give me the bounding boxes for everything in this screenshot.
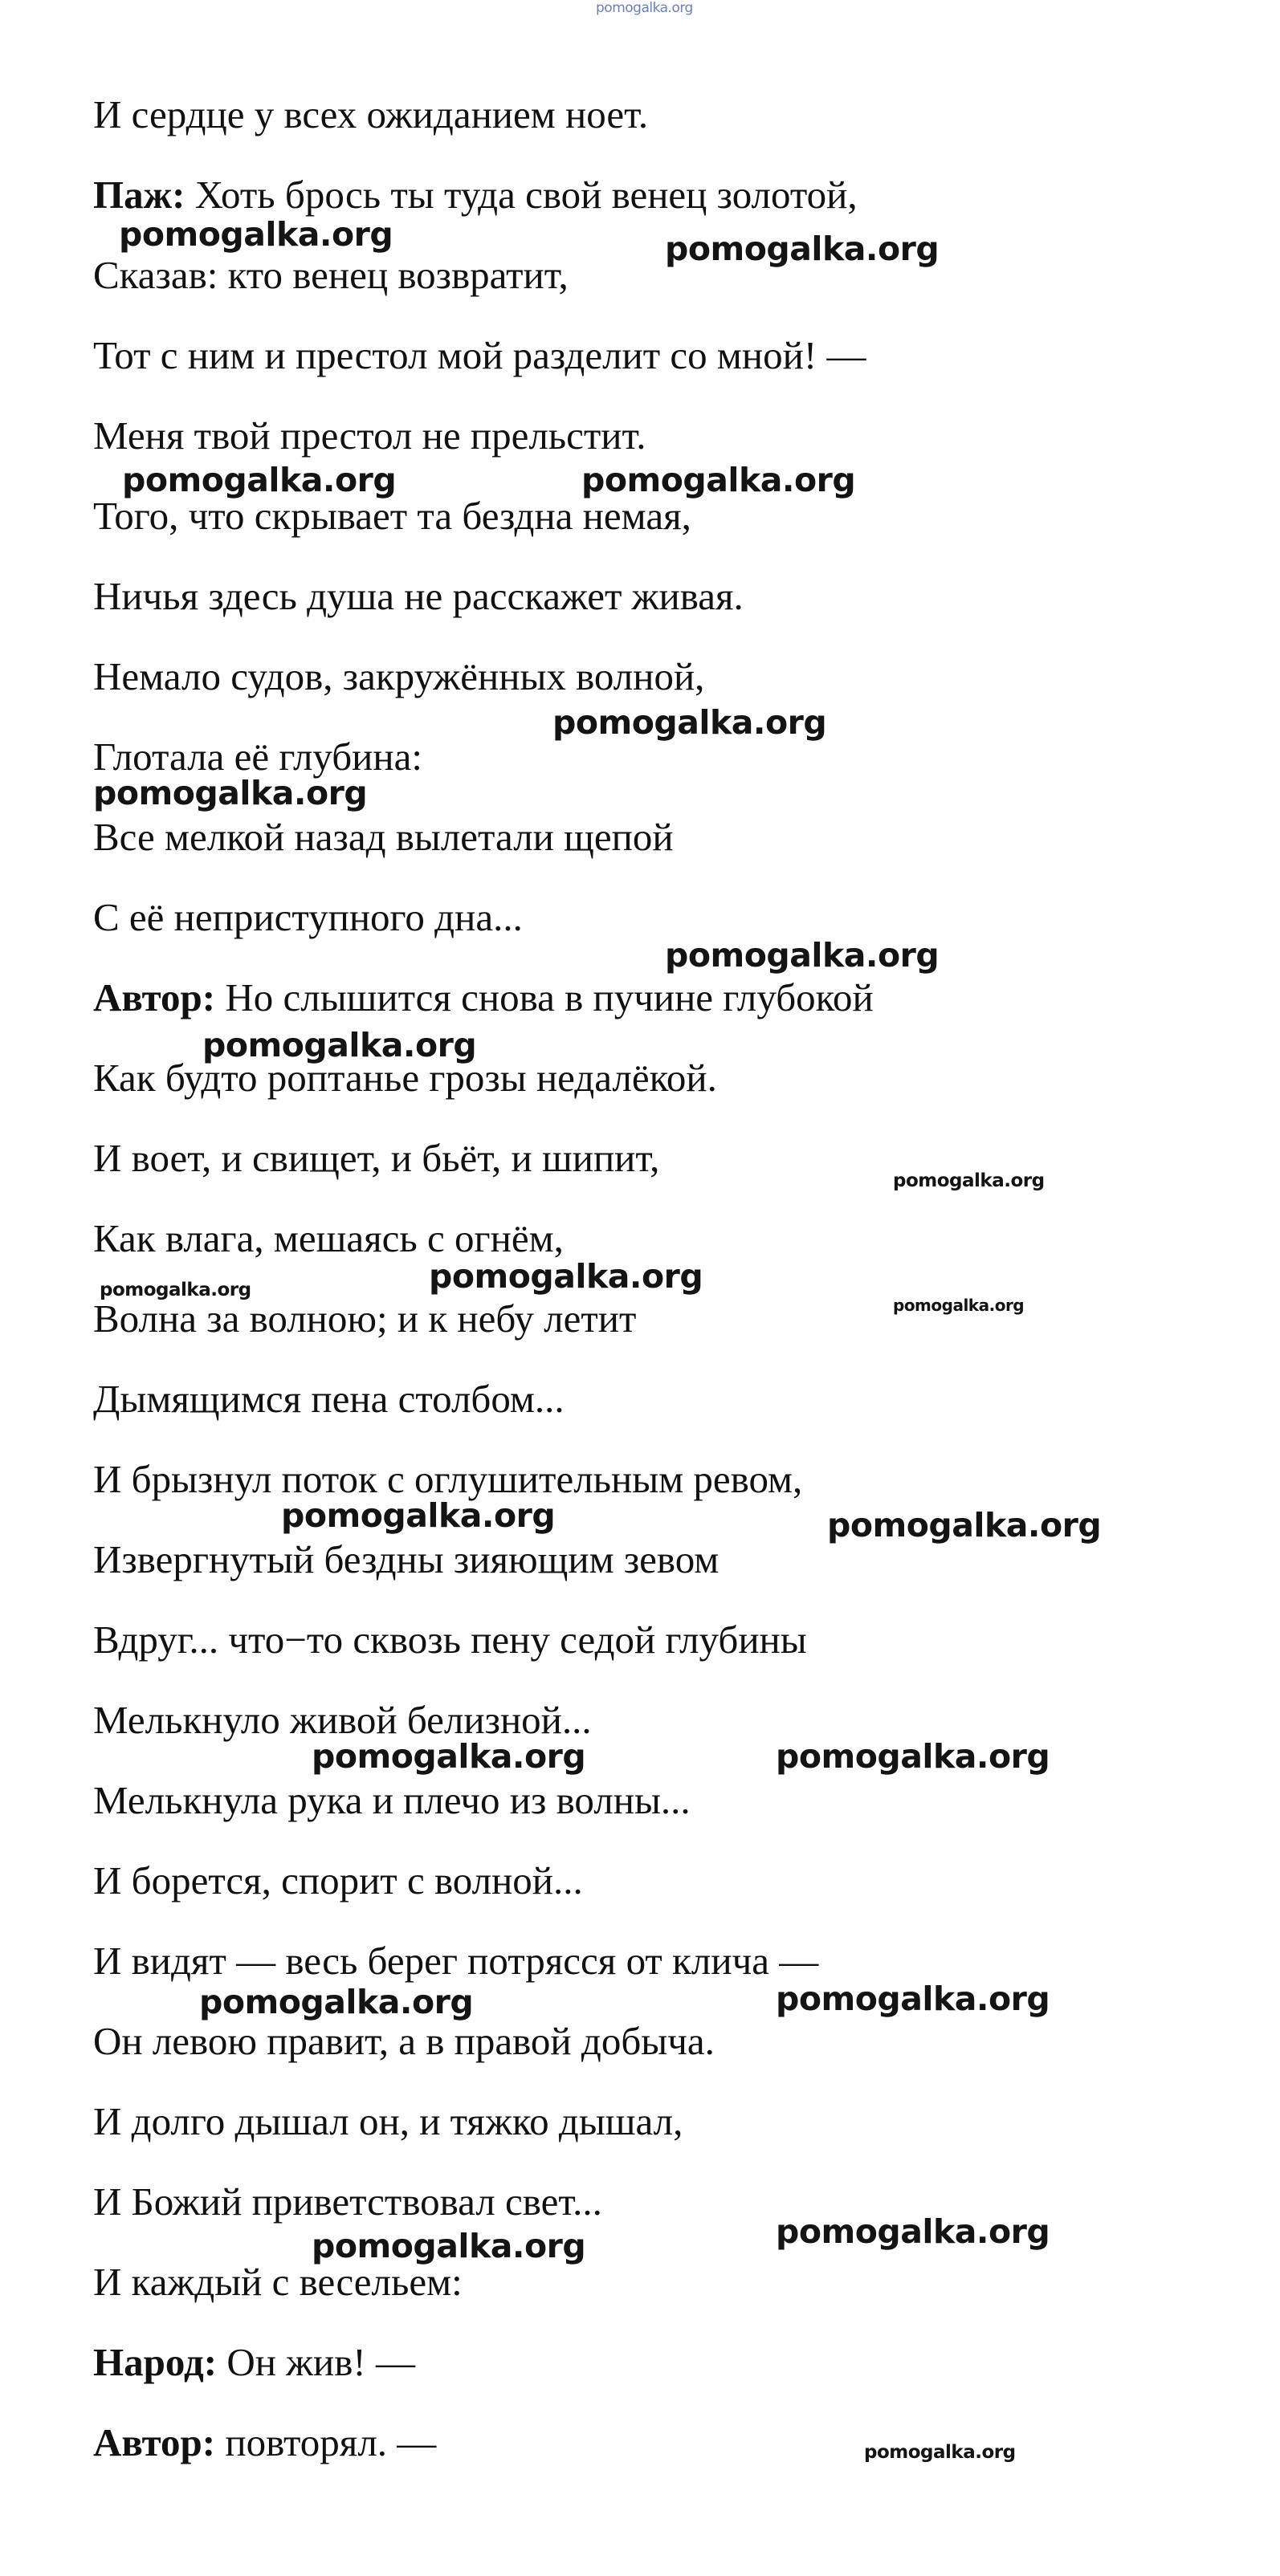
- poem-line: [93, 2342, 415, 2382]
- speaker-label: Паж:: [93, 173, 185, 217]
- line-text: Немало судов, закружённых волной,: [93, 654, 705, 698]
- speaker-label: Народ:: [93, 2340, 218, 2384]
- line-text: Как влага, мешаясь с огнём,: [93, 1216, 564, 1260]
- line-text: Извергнутый бездны зияющим зевом: [93, 1537, 719, 1581]
- poem-line: [93, 1780, 691, 1820]
- poem-line: [93, 255, 569, 295]
- line-text: Тот с ним и престол мой разделит со мной! —: [93, 333, 866, 377]
- line-text: Мелькнула рука и плечо из волны...: [93, 1778, 691, 1822]
- watermark: pomogalka.org: [776, 2212, 1050, 2251]
- line-text: Он левою правит, а в правой добыча.: [93, 2019, 715, 2063]
- poem-line: [93, 2021, 715, 2061]
- watermark: pomogalka.org: [776, 1980, 1050, 2018]
- watermark: pomogalka.org: [581, 461, 856, 499]
- poem-line: [93, 2260, 463, 2304]
- line-text: Дымящимся пена столбом...: [93, 1377, 565, 1421]
- watermark: pomogalka.org: [202, 1026, 477, 1064]
- line-text: Все мелкой назад вылетали щепой: [93, 815, 674, 859]
- poem-line: [93, 1858, 583, 1902]
- poem-line: [93, 173, 858, 217]
- poem-line: [93, 494, 691, 538]
- line-text: И каждый с весельем:: [93, 2260, 463, 2304]
- poem-line: [93, 1618, 807, 1662]
- watermark: pomogalka.org: [827, 1506, 1102, 1544]
- poem-line: [93, 1700, 592, 1740]
- poem-line: [93, 2179, 602, 2224]
- poem-line: [93, 654, 705, 698]
- speaker-label: Автор:: [93, 2420, 216, 2464]
- watermark: pomogalka.org: [122, 461, 397, 499]
- header-watermark: pomogalka.org: [596, 0, 693, 16]
- poem-line: [93, 2099, 683, 2143]
- poem-line: [93, 1296, 637, 1341]
- poem-line: [93, 1939, 819, 1983]
- poem-line: [93, 1377, 565, 1421]
- watermark: pomogalka.org: [552, 703, 827, 742]
- watermark: pomogalka.org: [429, 1257, 703, 1296]
- line-text: Глотала её глубина:: [93, 735, 422, 779]
- line-text: И долго дышал он, и тяжко дышал,: [93, 2099, 683, 2143]
- line-text: С её неприступного дна...: [93, 895, 523, 939]
- poem-line: [93, 1537, 719, 1581]
- poem-line: [93, 975, 874, 1019]
- line-text: Он жив! —: [217, 2340, 415, 2384]
- line-text: И видят — весь берег потрясся от клича —: [93, 1939, 819, 1983]
- watermark: pomogalka.org: [893, 1296, 1025, 1315]
- watermark: pomogalka.org: [665, 936, 940, 975]
- line-text: Меня твой престол не прельстит.: [93, 413, 646, 458]
- line-text: Волна за волною; и к небу летит: [93, 1296, 637, 1341]
- poem-line: [93, 2420, 437, 2464]
- watermark: pomogalka.org: [93, 774, 368, 812]
- poem-line: [93, 413, 646, 458]
- poem-line: [93, 576, 744, 616]
- poem-line: [93, 1216, 564, 1260]
- line-text: И брызнул поток с оглушительным ревом,: [93, 1457, 803, 1501]
- line-text: И Божий приветствовал свет...: [93, 2179, 602, 2224]
- line-text: повторял. —: [215, 2420, 437, 2464]
- watermark: pomogalka.org: [312, 2227, 586, 2265]
- line-text: И борется, спорит с волной...: [93, 1858, 583, 1902]
- watermark: pomogalka.org: [665, 230, 940, 268]
- line-text: Но слышится снова в пучине глубокой: [215, 975, 874, 1019]
- watermark: pomogalka.org: [864, 2442, 1016, 2463]
- line-text: И воет, и свищет, и бьёт, и шипит,: [93, 1136, 660, 1180]
- poem-line: [93, 1138, 659, 1178]
- watermark: pomogalka.org: [281, 1496, 556, 1535]
- line-text: Хоть брось ты туда свой венец золотой,: [185, 173, 858, 217]
- watermark: pomogalka.org: [776, 1737, 1050, 1776]
- line-text: Мелькнуло живой белизной...: [93, 1698, 592, 1742]
- watermark: pomogalka.org: [100, 1280, 251, 1300]
- poem-line: [93, 1459, 802, 1499]
- line-text: И сердце у всех ожиданием ноет.: [93, 92, 649, 136]
- line-text: Того, что скрывает та бездна немая,: [93, 494, 691, 538]
- line-text: Сказав: кто венец возвратит,: [93, 253, 569, 297]
- poem-line: [93, 735, 422, 779]
- poem-line: [93, 817, 674, 857]
- line-text: Вдруг... что−то сквозь пену седой глубины: [93, 1618, 807, 1662]
- line-text: Как будто роптанье грозы недалёкой.: [93, 1056, 717, 1100]
- line-text: Ничья здесь душа не расскажет живая.: [93, 574, 744, 618]
- watermark: pomogalka.org: [312, 1737, 586, 1776]
- poem-line: [93, 333, 866, 377]
- watermark: pomogalka.org: [893, 1170, 1045, 1191]
- watermark: pomogalka.org: [119, 215, 393, 254]
- poem-line: [93, 92, 649, 136]
- poem-line: [93, 897, 523, 937]
- speaker-label: Автор:: [93, 975, 216, 1019]
- watermark: pomogalka.org: [199, 1983, 474, 2021]
